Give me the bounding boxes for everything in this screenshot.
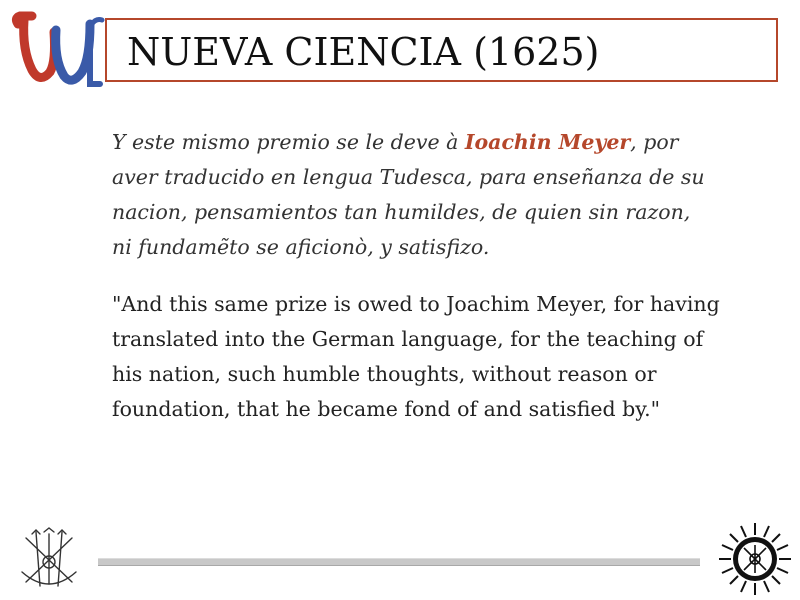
- highlighted-name: Ioachin Meyer: [464, 130, 631, 154]
- wa-monogram-logo: [10, 10, 105, 90]
- sun-shield-emblem-icon: [718, 522, 792, 596]
- spanish-quote: [112, 125, 712, 265]
- crossed-weapons-emblem-icon: [14, 526, 84, 592]
- footer-divider-bar: [98, 558, 700, 566]
- page-title: NUEVA CIENCIA (1625): [127, 30, 600, 74]
- english-translation: "And this same prize is owed to Joachim Meyer, for having translated into the German language, for the teaching of his nation, such humble thoughts, without reason or foundation, that he became fond of and satisfied by.": [112, 292, 720, 421]
- spanish-quote-before: Y este mismo premio se le deve à: [112, 130, 465, 154]
- spanish-quote-after: , por aver traducido en lengua Tudesca, para enseñanza de su nacion, pensamientos tan humildes, de quien sin razon, ni fundamẽto se aficionò, y satisfizo.: [112, 130, 705, 259]
- title-box: [105, 18, 778, 82]
